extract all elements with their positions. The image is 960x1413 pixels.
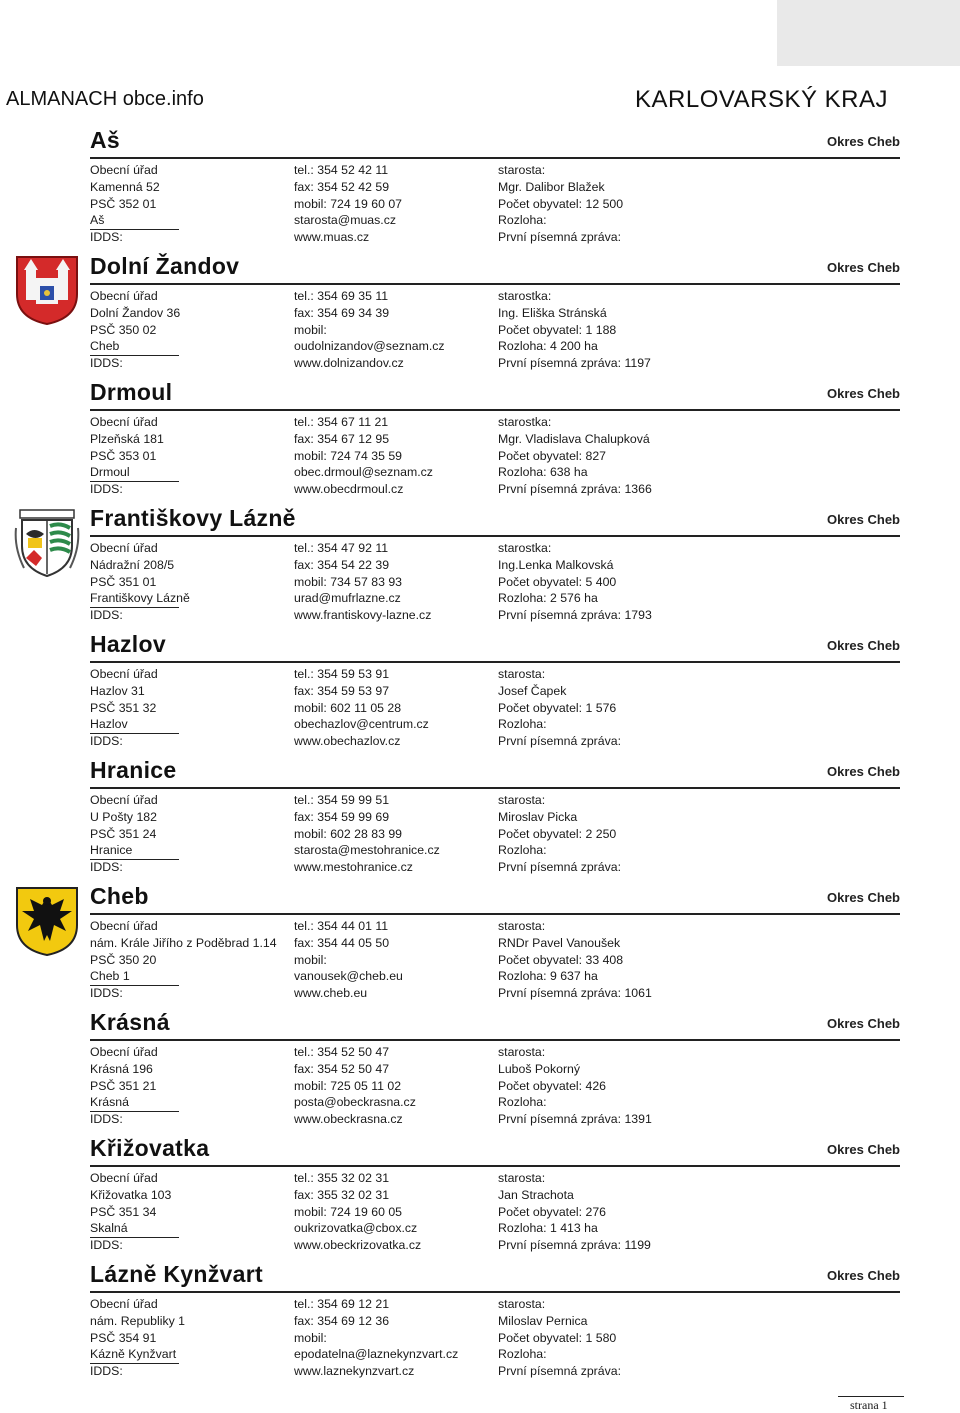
population: Počet obyvatel: 827	[498, 448, 607, 463]
info-column	[498, 792, 878, 876]
municipality-name: Dolní Žandov	[90, 253, 240, 279]
mobile: mobil: 602 11 05 28	[294, 700, 402, 715]
mayor-name: Mgr. Vladislava Chalupková	[498, 431, 650, 446]
contact-column	[294, 1044, 494, 1128]
postal-code: PSČ 351 32	[90, 700, 157, 715]
email-link[interactable]: posta@obeckrasna.cz	[294, 1095, 416, 1110]
address-column	[90, 918, 277, 1002]
district-label: Okres Cheb	[827, 638, 900, 653]
street: Krásná 196	[90, 1061, 153, 1076]
section-rule	[90, 1291, 900, 1293]
office-label: Obecní úřad	[90, 541, 158, 555]
address-column	[90, 792, 270, 876]
phone: tel.: 354 69 12 21	[294, 1297, 390, 1311]
mayor-name: Ing.Lenka Malkovská	[498, 557, 614, 572]
address-column	[90, 1170, 270, 1254]
fax: fax: 354 59 99 69	[294, 809, 390, 824]
population: Počet obyvatel: 33 408	[498, 952, 624, 967]
fax: fax: 354 67 12 95	[294, 431, 390, 446]
postal-code: PSČ 350 02	[90, 322, 157, 337]
postal-code: PSČ 350 20	[90, 952, 157, 967]
site-title: ALMANACH obce.info	[6, 88, 204, 110]
fax: fax: 354 44 05 50	[294, 935, 390, 950]
phone: tel.: 354 59 53 91	[294, 667, 390, 681]
city: Kázně Kynžvart	[90, 1346, 179, 1364]
municipality-name: Františkovy Lázně	[90, 505, 296, 531]
info-column	[498, 288, 878, 372]
mobile: mobil:	[294, 952, 327, 967]
city: Krásná	[90, 1094, 179, 1112]
website-link[interactable]: www.mestohranice.cz	[294, 860, 413, 875]
mayor-name: Jan Strachota	[498, 1187, 574, 1202]
mayor-name: RNDr Pavel Vanoušek	[498, 935, 621, 950]
mayor-label: starosta:	[498, 793, 546, 807]
area: Rozloha: 1 413 ha	[498, 1221, 598, 1236]
office-label: Obecní úřad	[90, 163, 158, 177]
mobile: mobil: 734 57 83 93	[294, 574, 403, 589]
office-label: Obecní úřad	[90, 919, 158, 933]
mayor-label: starostka:	[498, 541, 552, 555]
idds: IDDS:	[90, 482, 123, 497]
city: Hazlov	[90, 716, 179, 734]
mayor-label: starosta:	[498, 1171, 546, 1185]
entry-hranice	[0, 757, 960, 883]
info-column	[498, 1170, 878, 1254]
entry-cheb	[0, 883, 960, 1009]
district-label: Okres Cheb	[827, 1268, 900, 1283]
district-label: Okres Cheb	[827, 1016, 900, 1031]
contact-column	[294, 1170, 494, 1254]
info-column	[498, 162, 878, 246]
website-link[interactable]: www.cheb.eu	[294, 986, 368, 1001]
street: Dolní Žandov 36	[90, 305, 181, 320]
address-column	[90, 414, 270, 498]
postal-code: PSČ 351 01	[90, 574, 157, 589]
mayor-label: starostka:	[498, 289, 552, 303]
fax: fax: 354 54 22 39	[294, 557, 390, 572]
first-mention: První písemná zpráva:	[498, 860, 622, 875]
email-link[interactable]: obechazlov@centrum.cz	[294, 717, 429, 732]
section-rule	[90, 157, 900, 159]
phone: tel.: 354 69 35 11	[294, 289, 389, 303]
idds: IDDS:	[90, 1112, 123, 1127]
first-mention: První písemná zpráva: 1061	[498, 986, 652, 1001]
population: Počet obyvatel: 426	[498, 1078, 607, 1093]
idds: IDDS:	[90, 860, 123, 875]
area: Rozloha:	[498, 717, 547, 732]
phone: tel.: 354 47 92 11	[294, 541, 389, 555]
first-mention: První písemná zpráva:	[498, 734, 622, 749]
population: Počet obyvatel: 2 250	[498, 826, 617, 841]
office-label: Obecní úřad	[90, 667, 158, 681]
section-rule	[90, 661, 900, 663]
idds: IDDS:	[90, 356, 123, 371]
entry-drmoul	[0, 379, 960, 505]
population: Počet obyvatel: 5 400	[498, 574, 617, 589]
postal-code: PSČ 351 21	[90, 1078, 157, 1093]
municipality-name: Křižovatka	[90, 1135, 210, 1161]
entry-krizovatka	[0, 1135, 960, 1261]
mobile: mobil:	[294, 322, 327, 337]
first-mention: První písemná zpráva:	[498, 230, 622, 245]
contact-column	[294, 540, 494, 624]
mayor-name: Miloslav Pernica	[498, 1313, 588, 1328]
page-number: strana 1	[850, 1398, 888, 1412]
postal-code: PSČ 352 01	[90, 196, 157, 211]
contact-column	[294, 288, 494, 372]
mayor-label: starosta:	[498, 163, 546, 177]
contact-column	[294, 792, 494, 876]
street: Plzeňská 181	[90, 431, 164, 446]
mobile: mobil: 724 19 60 07	[294, 196, 403, 211]
phone: tel.: 354 44 01 11	[294, 919, 389, 933]
info-column	[498, 414, 878, 498]
section-rule	[90, 913, 900, 915]
email-link[interactable]: oudolnizandov@seznam.cz	[294, 339, 445, 354]
municipality-name: Hranice	[90, 757, 177, 783]
street: nám. Republiky 1	[90, 1313, 186, 1328]
region-title: KARLOVARSKÝ KRAJ	[635, 86, 888, 113]
city: Skalná	[90, 1220, 179, 1238]
district-label: Okres Cheb	[827, 386, 900, 401]
website-link[interactable]: www.frantiskovy-lazne.cz	[294, 608, 432, 623]
first-mention: První písemná zpráva:	[498, 1364, 622, 1379]
website-link[interactable]: www.obeckrasna.cz	[294, 1112, 403, 1127]
population: Počet obyvatel: 1 188	[498, 322, 617, 337]
website-link[interactable]: www.obecdrmoul.cz	[294, 482, 404, 497]
address-column	[90, 666, 270, 750]
idds: IDDS:	[90, 1364, 123, 1379]
city: Františkovy Lázně	[90, 590, 179, 608]
phone: tel.: 354 59 99 51	[294, 793, 390, 807]
population: Počet obyvatel: 1 576	[498, 700, 617, 715]
city: Aš	[90, 212, 179, 230]
phone: tel.: 354 67 11 21	[294, 415, 389, 429]
info-column	[498, 666, 878, 750]
office-label: Obecní úřad	[90, 1297, 158, 1311]
city: Cheb 1	[90, 968, 179, 986]
section-rule	[90, 1165, 900, 1167]
area: Rozloha:	[498, 1347, 547, 1362]
phone: tel.: 355 32 02 31	[294, 1171, 390, 1185]
mayor-name: Ing. Eliška Stránská	[498, 305, 607, 320]
office-label: Obecní úřad	[90, 415, 158, 429]
contact-column	[294, 414, 494, 498]
mobile: mobil: 725 05 11 02	[294, 1078, 402, 1093]
population: Počet obyvatel: 12 500	[498, 196, 624, 211]
district-label: Okres Cheb	[827, 512, 900, 527]
first-mention: První písemná zpráva: 1197	[498, 356, 651, 371]
district-label: Okres Cheb	[827, 134, 900, 149]
section-rule	[90, 535, 900, 537]
street: Křižovatka 103	[90, 1187, 172, 1202]
email-link[interactable]: starosta@muas.cz	[294, 213, 397, 228]
office-label: Obecní úřad	[90, 289, 158, 303]
section-rule	[90, 787, 900, 789]
email-link[interactable]: vanousek@cheb.eu	[294, 969, 403, 984]
email-link[interactable]: oukrizovatka@cbox.cz	[294, 1221, 418, 1236]
fax: fax: 354 69 12 36	[294, 1313, 390, 1328]
info-column	[498, 1044, 878, 1128]
website-link[interactable]: www.dolnizandov.cz	[294, 356, 404, 371]
fax: fax: 354 52 50 47	[294, 1061, 390, 1076]
mayor-name: Mgr. Dalibor Blažek	[498, 179, 605, 194]
contact-column	[294, 1296, 494, 1380]
mayor-label: starostka:	[498, 415, 552, 429]
population: Počet obyvatel: 1 580	[498, 1330, 617, 1345]
first-mention: První písemná zpráva: 1793	[498, 608, 652, 623]
district-label: Okres Cheb	[827, 1142, 900, 1157]
mayor-name: Luboš Pokorný	[498, 1061, 581, 1076]
district-label: Okres Cheb	[827, 764, 900, 779]
street: Kamenná 52	[90, 179, 160, 194]
idds: IDDS:	[90, 734, 123, 749]
street: Nádražní 208/5	[90, 557, 175, 572]
section-rule	[90, 1039, 900, 1041]
postal-code: PSČ 351 34	[90, 1204, 157, 1219]
phone: tel.: 354 52 42 11	[294, 163, 389, 177]
office-label: Obecní úřad	[90, 793, 158, 807]
area: Rozloha:	[498, 1095, 547, 1110]
email-link[interactable]: urad@mufrlazne.cz	[294, 591, 401, 606]
website-link[interactable]: www.laznekynzvart.cz	[294, 1364, 415, 1379]
mobile: mobil: 724 19 60 05	[294, 1204, 403, 1219]
section-rule	[90, 283, 900, 285]
city: Hranice	[90, 842, 179, 860]
address-column	[90, 1296, 270, 1380]
footer-rule	[838, 1396, 904, 1397]
section-rule	[90, 409, 900, 411]
address-column	[90, 1044, 270, 1128]
entry-dolni-zandov	[0, 253, 960, 379]
contact-column	[294, 162, 494, 246]
fax: fax: 354 59 53 97	[294, 683, 390, 698]
website-link[interactable]: www.obechazlov.cz	[294, 734, 401, 749]
idds: IDDS:	[90, 608, 123, 623]
municipality-name: Krásná	[90, 1009, 170, 1035]
idds: IDDS:	[90, 1238, 123, 1253]
district-label: Okres Cheb	[827, 890, 900, 905]
email-link[interactable]: epodatelna@laznekynzvart.cz	[294, 1347, 459, 1362]
email-link[interactable]: obec.drmoul@seznam.cz	[294, 465, 433, 480]
website-link[interactable]: www.muas.cz	[294, 230, 370, 245]
municipality-name: Aš	[90, 127, 121, 153]
municipality-name: Hazlov	[90, 631, 166, 657]
address-column	[90, 288, 270, 372]
entry-lazne-kynzvart	[0, 1261, 960, 1387]
area: Rozloha:	[498, 843, 547, 858]
city: Drmoul	[90, 464, 179, 482]
mayor-label: starosta:	[498, 919, 546, 933]
first-mention: První písemná zpráva: 1366	[498, 482, 652, 497]
street: U Pošty 182	[90, 809, 157, 824]
entry-hazlov	[0, 631, 960, 757]
address-column	[90, 162, 270, 246]
municipality-name: Cheb	[90, 883, 149, 909]
area: Rozloha: 638 ha	[498, 465, 588, 480]
area: Rozloha: 4 200 ha	[498, 339, 598, 354]
contact-column	[294, 918, 494, 1002]
corner-tab	[777, 0, 960, 66]
postal-code: PSČ 351 24	[90, 826, 157, 841]
mobile: mobil:	[294, 1330, 327, 1345]
fax: fax: 355 32 02 31	[294, 1187, 390, 1202]
municipality-name: Lázně Kynžvart	[90, 1261, 263, 1287]
first-mention: První písemná zpráva: 1391	[498, 1112, 652, 1127]
fax: fax: 354 69 34 39	[294, 305, 390, 320]
contact-column	[294, 666, 494, 750]
district-label: Okres Cheb	[827, 260, 900, 275]
population: Počet obyvatel: 276	[498, 1204, 607, 1219]
mayor-name: Josef Čapek	[498, 683, 567, 698]
municipality-name: Drmoul	[90, 379, 173, 405]
mobile: mobil: 602 28 83 99	[294, 826, 403, 841]
postal-code: PSČ 354 91	[90, 1330, 157, 1345]
entry-krasna	[0, 1009, 960, 1135]
idds: IDDS:	[90, 230, 123, 245]
mayor-label: starosta:	[498, 1297, 546, 1311]
street: nám. Krále Jiřího z Poděbrad 1.14	[90, 935, 277, 950]
info-column	[498, 1296, 878, 1380]
entry-as	[0, 127, 960, 253]
email-link[interactable]: starosta@mestohranice.cz	[294, 843, 440, 858]
office-label: Obecní úřad	[90, 1045, 158, 1059]
idds: IDDS:	[90, 986, 123, 1001]
mayor-label: starosta:	[498, 1045, 546, 1059]
address-column	[90, 540, 270, 624]
fax: fax: 354 52 42 59	[294, 179, 390, 194]
area: Rozloha: 2 576 ha	[498, 591, 598, 606]
info-column	[498, 918, 878, 1002]
entry-frantiskovy-lazne	[0, 505, 960, 631]
info-column	[498, 540, 878, 624]
area: Rozloha: 9 637 ha	[498, 969, 598, 984]
mayor-label: starosta:	[498, 667, 546, 681]
office-label: Obecní úřad	[90, 1171, 158, 1185]
website-link[interactable]: www.obeckrizovatka.cz	[294, 1238, 422, 1253]
street: Hazlov 31	[90, 683, 145, 698]
phone: tel.: 354 52 50 47	[294, 1045, 390, 1059]
mobile: mobil: 724 74 35 59	[294, 448, 403, 463]
area: Rozloha:	[498, 213, 547, 228]
mayor-name: Miroslav Picka	[498, 809, 578, 824]
first-mention: První písemná zpráva: 1199	[498, 1238, 651, 1253]
city: Cheb	[90, 338, 179, 356]
postal-code: PSČ 353 01	[90, 448, 157, 463]
